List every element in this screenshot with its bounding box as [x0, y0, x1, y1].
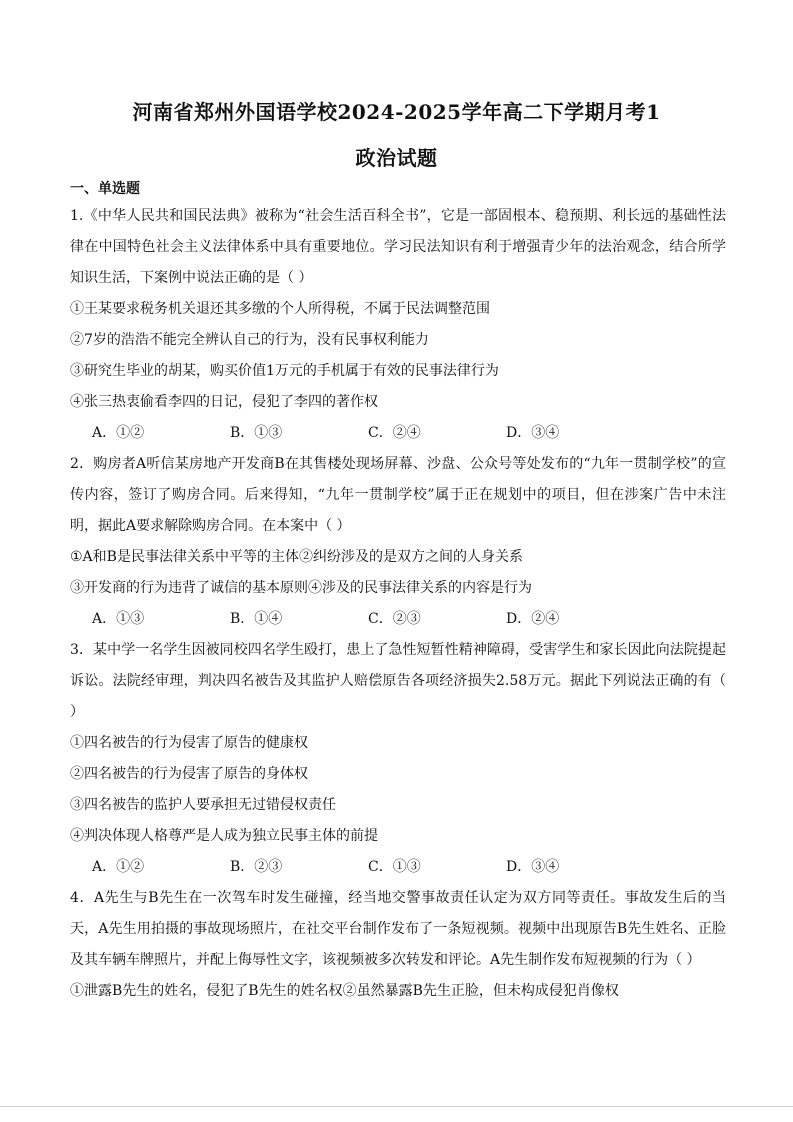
question-stem: 2．购房者A听信某房地产开发商B在其售楼处现场屏幕、沙盘、公众号等处发布的“九年一贯制学校”的宣传内容，签订了购房合同。后来得知，“九年一贯制学校”属于正在规划中的项目，但在涉案广告中未注明，据此A要求解除购房合同。在本案中（ ）	[70, 456, 726, 534]
statement: ①泄露B先生的姓名，侵犯了B先生的姓名权②虽然暴露B先生正脸，但未构成侵犯肖像权	[70, 983, 619, 999]
question-stem: 4．A先生与B先生在一次驾车时发生碰撞，经当地交警事故责任认定为双方同等责任。事故发生后的当天，A先生用拍摄的事故现场照片，在社交平台制作发布了一条短视频。视频中出现原告B先生姓名、正脸及其车辆车牌照片，并配上侮辱性文字，该视频被多次转发和评论。A先生制作发布短视频的行为（ ）	[70, 890, 726, 968]
section-heading: 一、单选题	[70, 181, 140, 197]
statement: ③研究生毕业的胡某，购买价值1万元的手机属于有效的民事法律行为	[70, 363, 499, 379]
question-4	[70, 883, 726, 1007]
statement: ③四名被告的监护人要承担无过错侵权责任	[70, 797, 336, 813]
statement: ①四名被告的行为侵害了原告的健康权	[70, 735, 308, 751]
statement: ③开发商的行为违背了诚信的基本原则④涉及的民事法律关系的内容是行为	[70, 580, 532, 596]
question-2	[70, 449, 726, 635]
option-c[interactable]: C．①③	[368, 859, 421, 875]
answer-options	[92, 604, 726, 635]
option-d[interactable]: D．②④	[506, 611, 560, 627]
question-stem: 1.《中华人民共和国民法典》被称为“社会生活百科全书”，它是一部固根本、稳预期、利长远的基础性法律在中国特色社会主义法律体系中具有重要地位。学习民法知识有利于增强青少年的法治观念，结合所学知识生活，下案例中说法正确的是（ ）	[70, 208, 726, 286]
statement: ②四名被告的行为侵害了原告的身体权	[70, 766, 308, 782]
option-b[interactable]: B．①③	[230, 425, 283, 441]
statement: ④张三热衷偷看李四的日记，侵犯了李四的著作权	[70, 394, 378, 410]
page-title: 河南省郑州外国语学校2024-2025学年高二下学期月考1	[132, 100, 661, 124]
answer-options	[92, 852, 726, 883]
statement: ①A和B是民事法律关系中平等的主体②纠纷涉及的是双方之间的人身关系	[70, 549, 523, 565]
option-d[interactable]: D．③④	[506, 859, 560, 875]
page-divider	[0, 1106, 793, 1107]
question-1	[70, 201, 726, 449]
option-a[interactable]: A．①②	[92, 859, 145, 875]
option-a[interactable]: A．①③	[92, 611, 145, 627]
option-c[interactable]: C．②③	[368, 611, 421, 627]
option-b[interactable]: B．②③	[230, 859, 283, 875]
answer-options	[92, 418, 726, 449]
statement: ①王某要求税务机关退还其多缴的个人所得税，不属于民法调整范围	[70, 301, 490, 317]
option-c[interactable]: C．②④	[368, 425, 421, 441]
page-subtitle: 政治试题	[355, 146, 438, 170]
statement: ④判决体现人格尊严是人成为独立民事主体的前提	[70, 828, 378, 844]
question-3	[70, 635, 726, 883]
statement: ②7岁的浩浩不能完全辨认自己的行为，没有民事权利能力	[70, 332, 429, 348]
question-list	[70, 201, 726, 1007]
option-b[interactable]: B．①④	[230, 611, 283, 627]
option-d[interactable]: D．③④	[506, 425, 560, 441]
option-a[interactable]: A．①②	[92, 425, 145, 441]
question-stem: 3．某中学一名学生因被同校四名学生殴打，患上了急性短暂性精神障碍，受害学生和家长因此向法院提起诉讼。法院经审理，判决四名被告及其监护人赔偿原告各项经济损失2.58万元。据此下列说法正确的有（ ）	[70, 642, 726, 720]
